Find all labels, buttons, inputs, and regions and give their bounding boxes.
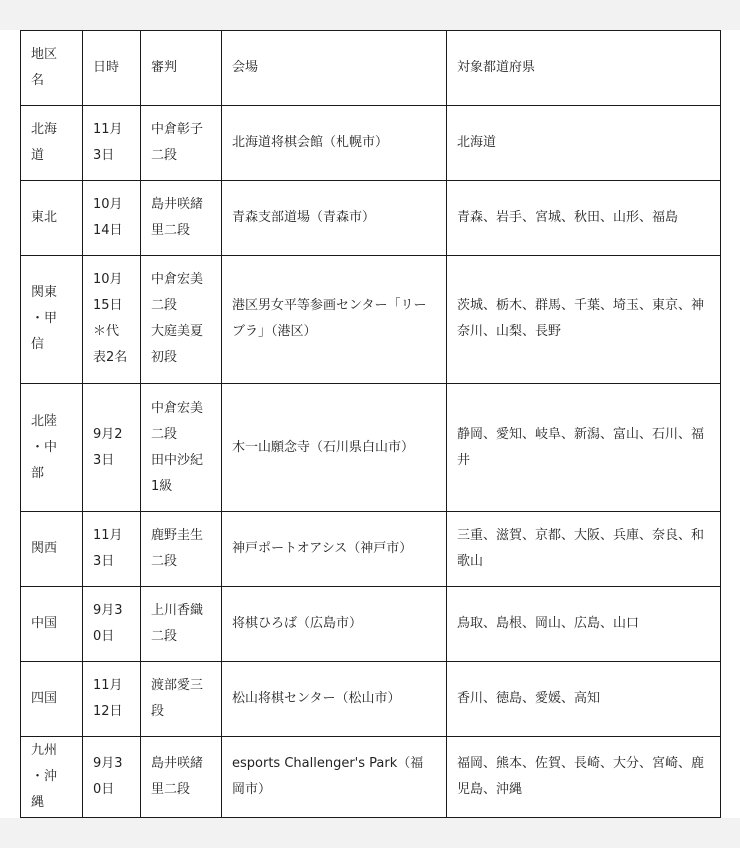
prefectures-cell: 北海道	[447, 105, 721, 180]
date-cell: 11月 3日	[83, 105, 141, 180]
venue-cell: 将棋ひろば（広島市）	[222, 587, 447, 662]
venue-cell: 木一山願念寺（石川県白山市）	[222, 383, 447, 511]
table-row	[21, 736, 721, 817]
venue-cell: esports Challenger's Park（福岡市）	[222, 736, 447, 817]
judge-cell: 中倉宏美 二段 大庭美夏 初段	[141, 255, 222, 383]
table-row	[21, 105, 721, 180]
region-cell: 関東 ・甲 信	[21, 255, 83, 383]
top-background-band	[0, 0, 740, 30]
region-cell: 北海 道	[21, 105, 83, 180]
venue-cell: 港区男女平等参画センター「リーブラ」（港区）	[222, 255, 447, 383]
prefectures-cell: 静岡、愛知、岐阜、新潟、富山、石川、福井	[447, 383, 721, 511]
table-row	[21, 255, 721, 383]
judge-cell: 上川香織 二段	[141, 587, 222, 662]
prefectures-cell: 香川、徳島、愛媛、高知	[447, 661, 721, 736]
date-cell: 9月3 0日	[83, 736, 141, 817]
region-cell: 関西	[21, 512, 83, 587]
date-cell: 10月 14日	[83, 180, 141, 255]
venue-cell: 北海道将棋会館（札幌市）	[222, 105, 447, 180]
header-region: 地区 名	[21, 31, 83, 106]
table-row	[21, 383, 721, 511]
prefectures-cell: 茨城、栃木、群馬、千葉、埼玉、東京、神奈川、山梨、長野	[447, 255, 721, 383]
judge-cell: 渡部愛三 段	[141, 661, 222, 736]
date-cell: 9月2 3日	[83, 383, 141, 511]
date-cell: 11月 3日	[83, 512, 141, 587]
region-cell: 北陸 ・中 部	[21, 383, 83, 511]
prefectures-cell: 鳥取、島根、岡山、広島、山口	[447, 587, 721, 662]
prefectures-cell: 福岡、熊本、佐賀、長崎、大分、宮崎、鹿児島、沖縄	[447, 736, 721, 817]
date-cell: 10月 15日 ＊代 表2名	[83, 255, 141, 383]
table-row	[21, 587, 721, 662]
header-date: 日時	[83, 31, 141, 106]
date-cell: 9月3 0日	[83, 587, 141, 662]
date-cell: 11月 12日	[83, 661, 141, 736]
region-cell: 四国	[21, 661, 83, 736]
table-row	[21, 512, 721, 587]
venue-cell: 青森支部道場（青森市）	[222, 180, 447, 255]
header-prefectures: 対象都道府県	[447, 31, 721, 106]
region-cell: 九州 ・沖 縄	[21, 736, 83, 817]
venue-cell: 神戸ポートオアシス（神戸市）	[222, 512, 447, 587]
table-row	[21, 180, 721, 255]
header-venue: 会場	[222, 31, 447, 106]
table-header-row	[21, 31, 721, 106]
region-cell: 中国	[21, 587, 83, 662]
judge-cell: 鹿野圭生 二段	[141, 512, 222, 587]
region-cell: 東北	[21, 180, 83, 255]
bottom-background-band	[0, 818, 740, 848]
prefectures-cell: 三重、滋賀、京都、大阪、兵庫、奈良、和歌山	[447, 512, 721, 587]
tournament-schedule-table	[20, 30, 721, 818]
header-judge: 審判	[141, 31, 222, 106]
judge-cell: 中倉宏美 二段 田中沙紀 1級	[141, 383, 222, 511]
table-row	[21, 661, 721, 736]
judge-cell: 島井咲緒 里二段	[141, 180, 222, 255]
judge-cell: 島井咲緒 里二段	[141, 736, 222, 817]
venue-cell: 松山将棋センター（松山市）	[222, 661, 447, 736]
judge-cell: 中倉彰子 二段	[141, 105, 222, 180]
prefectures-cell: 青森、岩手、宮城、秋田、山形、福島	[447, 180, 721, 255]
